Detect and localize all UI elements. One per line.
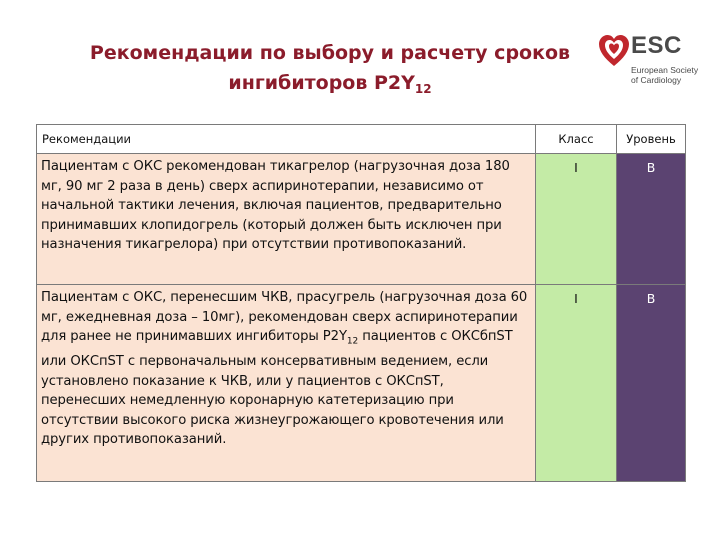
logo-esc-text: ESC <box>631 32 682 59</box>
recommendation-text <box>37 285 536 482</box>
class-value: I <box>536 285 617 482</box>
recommendation-text: Пациентам с ОКС рекомендован тикагрелор (нагрузочная доза 180 мг, 90 мг 2 раза в день) сверх аспиринотерапии, независимо от начальной тактики лечения, включая пациентов, предварительно принимавших клопидогрель (который должен быть исключен при назначения тикагрелора) при отсутствии противопоказаний. <box>37 154 536 285</box>
page-title <box>60 38 600 104</box>
recommendations-table <box>36 124 686 482</box>
level-value: B <box>617 154 686 285</box>
logo-society-line-1: European Society <box>631 65 699 75</box>
header-level: Уровень <box>617 125 686 154</box>
recommendation-text-part-2: пациентов с ОКСбпST или ОКСпST с первоначальным консервативным ведением, если установлено показание к ЧКВ, или у пациентов с ОКСпST, перенесших немедленную коронарную катетеризацию при отсутствии высокого риска жизнеугрожающего кровотечения или других противопоказаний. <box>41 329 513 448</box>
recommendation-text-part-1: Пациентам с ОКС, перенесшим ЧКВ, прасугрель (нагрузочная доза 60 мг, ежедневная доза – 10мг), рекомендован сверх аспиринотерапии для ранее не принимавших ингибиторы P2Y <box>41 290 528 344</box>
level-value: B <box>617 285 686 482</box>
title-line-2-subscript: 12 <box>414 82 432 96</box>
header-recommendations: Рекомендации <box>37 125 536 154</box>
table-row <box>37 285 686 482</box>
title-line-2 <box>60 68 600 104</box>
recommendation-text-subscript: 12 <box>346 336 359 347</box>
header-class: Класс <box>536 125 617 154</box>
title-line-1: Рекомендации по выбору и расчету сроков <box>89 42 571 64</box>
table-row <box>37 154 686 285</box>
class-value: I <box>536 154 617 285</box>
title-line-2-text: ингибиторов P2Y <box>228 72 415 94</box>
esc-logo <box>598 32 708 92</box>
table-header-row <box>37 125 686 154</box>
logo-society-text <box>631 65 698 85</box>
logo-society-line-2: of Cardiology <box>631 75 682 85</box>
heart-icon <box>598 34 630 68</box>
